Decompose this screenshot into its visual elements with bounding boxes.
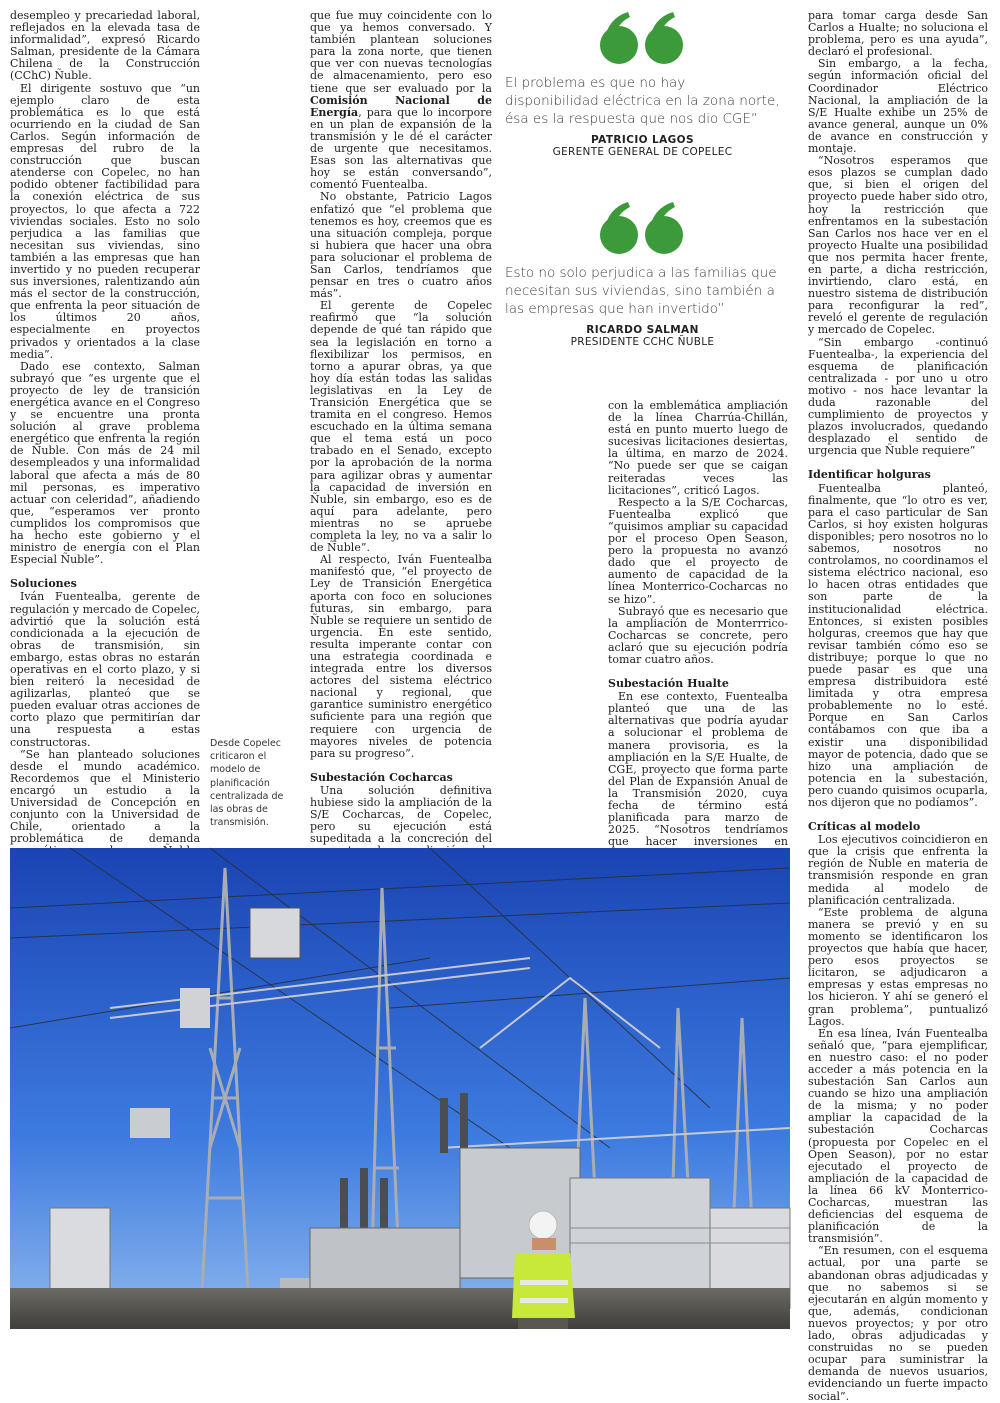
paragraph: Los ejecutivos coincidieron en que la crisis que enfrenta la región de Ñuble en materia de transmisión responde en gran medida al modelo de planificación centralizada. bbox=[808, 833, 988, 907]
section-heading-cocharcas: Subestación Cocharcas bbox=[310, 770, 453, 784]
section-heading-criticas: Críticas al modelo bbox=[808, 820, 921, 834]
section-heading-hualte: Subestación Hualte bbox=[608, 677, 729, 691]
section-heading-holguras: Identificar holguras bbox=[808, 468, 931, 482]
text-run: que fue muy coincidente con lo que ya hemos conversado. Y también plantean soluciones para la zona norte, que tienen que ver con nuevas tecnologías de almacenamiento, pero eso tiene que ser evaluado por la bbox=[310, 9, 492, 95]
paragraph: con la emblemática ampliación de la línea Charrúa-Chillán, está en punto muerto luego de sucesivas licitaciones desiertas, la última, en marzo de 2024. “No puede ser que se caigan reiteradas veces las licitaciones”, criticó Lagos. bbox=[608, 399, 788, 497]
paragraph: En esa línea, Iván Fuentealba señaló que, “para ejemplificar, en nuestro caso: el no poder acceder a más potencia en la subestación San Carlos aun cuando se hizo una ampliación de la misma; y no poder ampliar la capacidad de la subestación Cocharcas (propuesta por Copelec en el Open Season), por no estar ejecutado el proyecto de ampliación de la capacidad de la línea 66 kV Monterrico-Cocharcas, muestran las deficiencias del esquema de planificación de la transmisión”. bbox=[808, 1026, 988, 1246]
paragraph: Respecto a la S/E Cocharcas, Fuentealba explicó que “quisimos ampliar su capacidad por el proceso Open Season, pero la propuesta no avanzó dado que el proyecto de aumento de capacidad de la línea Monterrico-Cocharcas no se hizo”. bbox=[608, 495, 788, 606]
paragraph: para tomar carga desde San Carlos a Hualte; no soluciona el problema, pero es una ayuda”, declaró el profesional. bbox=[808, 9, 988, 59]
paragraph: desempleo y precariedad laboral, reflejados en la elevada tasa de informalidad”, expresó Ricardo Salman, presidente de la Cámara Chilena de la Construcción (CChC) Ñuble. bbox=[10, 9, 200, 83]
quote-marks-icon bbox=[598, 200, 688, 256]
paragraph: Sin embargo, a la fecha, según información oficial del Coordinador Eléctrico Nacional, la ampliación de la S/E Hualte exhibe un 25% de avance general, aunque un 0% de avance en construcción y montaje. bbox=[808, 57, 988, 156]
pull-quote-salman bbox=[505, 200, 780, 349]
paragraph: “Sin embargo -continuó Fuentealba-, la experiencia del esquema de planificación centralizada - por uno u otro motivo - nos hace levantar la duda razonable del cumplimiento de proyectos y plazos involucrados, quedando desplazado el sentido de urgencia que Ñuble requiere” bbox=[808, 335, 988, 458]
quote-marks-icon bbox=[598, 10, 688, 66]
section-heading-soluciones: Soluciones bbox=[10, 577, 77, 591]
substation-photo bbox=[10, 848, 790, 1329]
paragraph: “Este problema de alguna manera se previó y en su momento se identificaron los proyectos que había que hacer, pero esos proyectos se licitaron, se adjudicaron a empresas y estas empresas no los hicieron. Y ahí se generó el gran problema”, puntualizó Lagos. bbox=[808, 905, 988, 1028]
paragraph: Subrayó que es necesario que la ampliación de Monterrrico-Cocharcas se concrete, pero aclaró que su ejecución podría tomar cuatro años. bbox=[608, 604, 788, 666]
paragraph bbox=[310, 10, 492, 191]
pull-quote-lagos bbox=[505, 10, 780, 159]
quote-author-role: GERENTE GENERAL DE COPELEC bbox=[552, 146, 733, 158]
paragraph: “Se han planteado soluciones desde el mundo académico. Recordemos que el Ministerio encargó un estudio a la Universidad de Concepción en conjunto con la Universidad de Chile, orientado a la problemática de demanda bbox=[10, 747, 200, 846]
paragraph: No obstante, Patricio Lagos enfatizó que “el problema que tenemos es hoy, creemos que es una situación compleja, porque si hubiera que hacer una obra para solucionar el problema de San Carlos, tendríamos que pensar en tres o cuatro años más”. bbox=[310, 190, 492, 301]
article-column-3 bbox=[608, 399, 788, 849]
quote-author: PATRICIO LAGOS bbox=[591, 134, 694, 146]
quote-text: El problema es que no hay disponibilidad eléctrica en la zona norte, ésa es la respuesta que nos dio CGE” bbox=[505, 75, 780, 127]
paragraph: “En resumen, con el esquema actual, por una parte se abandonan obras adjudicadas y que no sabemos si se ejecutarán en algún momento y que, además, condicionan nuevos proyectos; y por otro lado, obras adjudicadas y construidas no se pueden ocupar para suministrar la demanda de nuevos usuarios, evidenciando un fuerte impacto social”. bbox=[808, 1244, 988, 1403]
quote-author-role: PRESIDENTE CCHC ÑUBLE bbox=[570, 336, 715, 348]
paragraph: Una solución definitiva hubiese sido la ampliación de la S/E Cocharcas, de Copelec, pero su ejecución está supeditada a la concreción del bbox=[310, 783, 492, 846]
text-run: , para que lo incorpore en un plan de expansión de la transmisión y le dé el carácter de urgente que necesitamos. Esas son las alternativas que hoy se están conversando”, comentó Fuentealba. bbox=[310, 105, 492, 192]
bold-entity: Comisión Nacional de Energía bbox=[310, 93, 492, 119]
paragraph: Fuentealba planteó, finalmente, que “lo otro es ver, para el caso particular de San Carlos, si hoy existen holguras disponibles; pero nosotros no lo sabemos, nosotros no controlamos, no coordinamos el sistema eléctrico nacional, eso lo hacen otras entidades que son parte de la institucionalidad eléctrica. Entonces, si existen posibles holguras, creemos que hay que revisar también cómo eso se distribuye; porque lo que no puede pasar es que una empresa distribuidora esté limitada y otra empresa probablemente no lo esté. Porque en San Carlos contábamos con que iba a existir una disponibilidad mayor de potencia, dado que se hizo una ampliación de potencia en la subestación, pero cuando quisimos ocuparla, nos dijeron que no podíamos”. bbox=[808, 481, 988, 809]
paragraph: El dirigente sostuvo que “un ejemplo claro de esta problemática es lo que está ocurriendo en la ciudad de San Carlos. Según información de empresas del rubro de la construcción que buscan atenderse con Copelec, no han podido obtener factibilidad para la conexión eléctrica de sus proyectos, lo que afecta a 722 viviendas sociales. Esto no solo perjudica a las familias que necesitan sus viviendas, sino también a las empresas que han invertido y no pueden recuperar sus inversiones, ralentizando aún más el sector de la construcción, que enfrenta la peor situación de los últimos 20 años, especialmente en proyectos privados y orientados a la clase media”. bbox=[10, 81, 200, 361]
article-column-1 bbox=[10, 10, 200, 850]
article-column-2 bbox=[310, 10, 492, 845]
substation-illustration bbox=[10, 848, 790, 1329]
photo-caption: Desde Copelec criticaron el modelo de planificación centralizada de las obras de transmisión. bbox=[210, 738, 284, 829]
quote-text: Esto no solo perjudica a las familias que necesitan sus viviendas, sino también a las empresas que han invertido” bbox=[505, 265, 777, 317]
paragraph: “Nosotros esperamos que esos plazos se cumplan dado que, si bien el origen del proyecto puede haber sido otro, hoy la restricción que enfrentamos en la subestación San Carlos nos hace ver en el proyecto Hualte una posibilidad que nos permita hacer frente, en parte, a dicha restricción, invirtiendo, claro está, en nuestro sistema de distribución para reconfigurar la red”, reveló el gerente de regulación y mercado de Copelec. bbox=[808, 154, 988, 337]
quote-author: RICARDO SALMAN bbox=[586, 324, 699, 336]
paragraph: El gerente de Copelec reafirmó que “la solución depende de qué tan rápido que sea la legislación en torno a flexibilizar los permisos, en torno a apurar obras, ya que hoy día están todas las salidas legislativas en la Ley de Transición Energética que se tramita en el congreso. Hemos escuchado en la última semana que el tema está un poco trabado en el Senado, excepto por la aprobación de la norma para agilizar obras y aumentar la capacidad de inversión en Ñuble, sin embargo, eso es de aquí para adelante, pero mientras no se apruebe completa la ley, no va a salir lo de Ñuble”. bbox=[310, 299, 492, 555]
paragraph: Iván Fuentealba, gerente de regulación y mercado de Copelec, advirtió que la solución está condicionada a la ejecución de obras de transmisión, sin embargo, estas obras no estarán operativas en el corto plazo, y si bien reiteró la necesidad de agilizarlas, planteó que se pueden evaluar otras acciones de corto plazo que permitirían dar una respuesta a estas constructoras. bbox=[10, 590, 200, 749]
paragraph: En ese contexto, Fuentealba planteó que una de las alternativas que podría ayudar a solucionar el problema de manera provisoria, es la ampliación en la S/E Hualte, de CGE, proyecto que forma parte del Plan de Expansión Anual de la Transmisión 2020, cuya fecha de término está planificada para marzo de 2025. “Nosotros tendríamos que hacer inversiones en bbox=[608, 690, 788, 849]
paragraph: Al respecto, Iván Fuentealba manifestó que, “el proyecto de Ley de Transición Energética aporta con foco en soluciones futuras, sin embargo, para Ñuble se requiere un sentido de urgencia. En este sentido, resulta imperante contar con una estrategia coordinada e integrada entre los diversos actores del sistema eléctrico nacional y regional, que garantice suministro energético suficiente para una región que requiere con urgencia de mayores niveles de potencia para su progreso”. bbox=[310, 553, 492, 760]
article-column-4 bbox=[808, 9, 988, 1403]
paragraph: Dado ese contexto, Salman subrayó que “es urgente que el proyecto de ley de transición energética avance en el Congreso y se encuentre una pronta solución al grave problema energético que enfrenta la región de Ñuble. Con más de 24 mil desempleados y una informalidad laboral que afecta a más de 80 mil personas, es imperativo actuar con celeridad”, añadiendo que, “esperamos ver pronto cumplidos los compromisos que ha hecho este gobierno y el ministro de energía con el Plan Especial Ñuble”. bbox=[10, 359, 200, 567]
